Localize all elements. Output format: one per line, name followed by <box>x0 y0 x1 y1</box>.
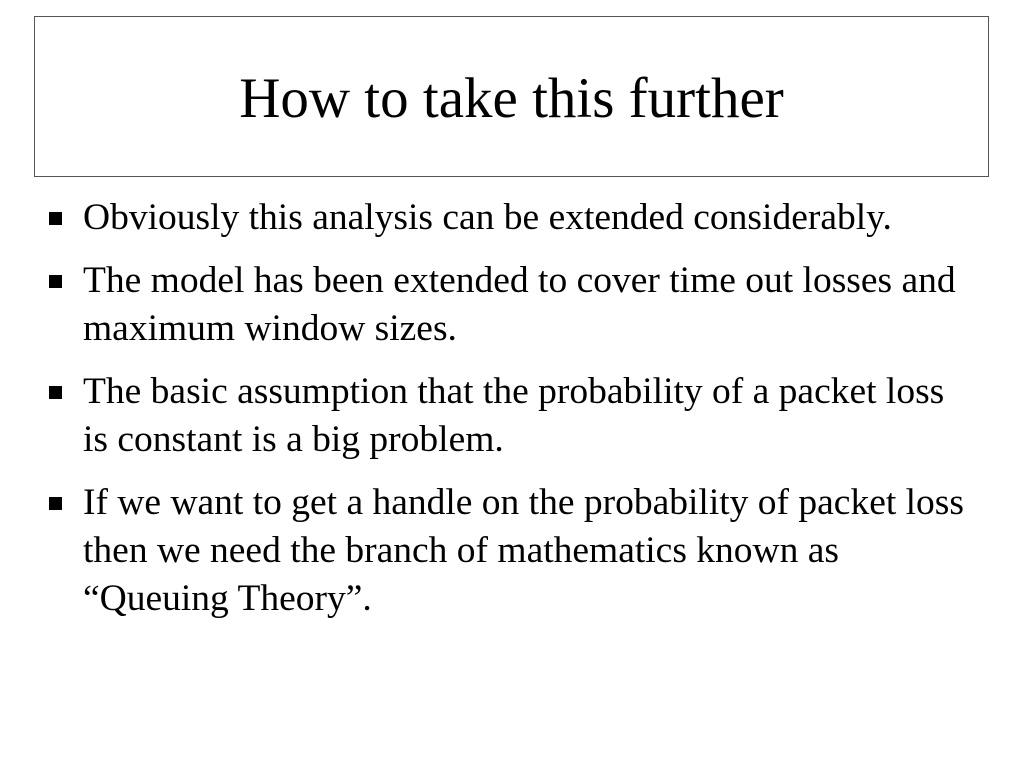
bullet-item <box>44 257 974 353</box>
bullet-item <box>44 194 974 242</box>
title-box <box>34 16 989 177</box>
bullet-text: Obviously this analysis can be extended considerably. <box>83 197 892 238</box>
bullet-text: The model has been extended to cover time out losses and maximum window sizes. <box>83 260 956 349</box>
square-bullet-icon <box>49 497 62 510</box>
bullet-item <box>44 479 974 623</box>
square-bullet-icon <box>49 212 62 225</box>
bullet-item <box>44 368 974 464</box>
square-bullet-icon <box>49 386 62 399</box>
square-bullet-icon <box>49 275 62 288</box>
bullet-list <box>44 194 974 638</box>
slide-title: How to take this further <box>239 67 784 130</box>
bullet-text: The basic assumption that the probability of a packet loss is constant is a big problem. <box>83 371 945 460</box>
bullet-text: If we want to get a handle on the probability of packet loss then we need the branch of mathematics known as “Queuing Theory”. <box>83 482 964 619</box>
